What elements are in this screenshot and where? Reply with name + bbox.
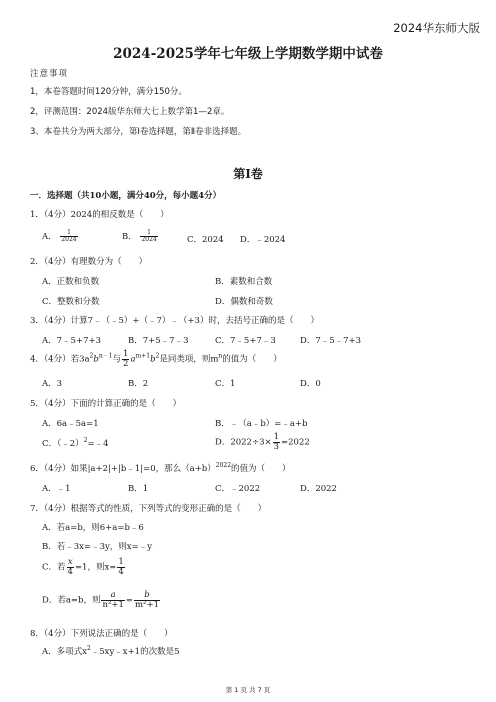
question-3-stem: 3．（4分）计算7﹣（﹣5）+（﹣7）﹣（+3）时，去括号正确的是（ ）	[30, 316, 319, 326]
q7-option-b: B．若﹣3x=﹣3y，则x=﹣y	[42, 542, 152, 552]
q3-option-c: C．7﹣5+7﹣3	[215, 336, 276, 346]
q7-option-a: A．若a=b，则6+a=b﹣6	[42, 523, 144, 533]
q3-option-b: B．7+5﹣7﹣3	[128, 336, 189, 346]
note-item: 1，本卷答题时间120分钟，满分150分。	[30, 87, 187, 97]
q4-option-d: D．0	[300, 379, 321, 389]
q2-option-c: C．整数和分数	[42, 297, 100, 307]
question-1-stem: 1．（4分）2024的相反数是（ ）	[30, 210, 169, 220]
volume-heading: 第Ⅰ卷	[233, 167, 263, 181]
q2-option-a: A．正数和负数	[42, 277, 100, 287]
q3-option-a: A．7﹣5+7+3	[42, 336, 102, 346]
q1-option-b: B． $\frac{1}{2024}$	[122, 229, 157, 243]
q6-option-b: B．1	[128, 484, 149, 494]
q5-option-c: C．（﹣2）$^2$=﹣4	[42, 437, 109, 449]
q8-option-a: A．多项式$x^2﹣5xy﹣x+1$的次数是5	[42, 645, 180, 657]
q4-option-a: A．3	[42, 379, 63, 389]
q7-option-d: D．若a=b，则 $\frac{a}{\text{n²+1}}$ = $\frac{b}{\text{m²+1}}$	[42, 590, 159, 610]
question-4-stem: 4．（4分）若$3a^2b^{n﹣1}$与 $\frac{1}{2}$ $a^{m+1}b^2$是同类项，则$m^n$的值为（ ）	[30, 349, 282, 369]
question-2-stem: 2．（4分）有理数分为（ ）	[30, 257, 148, 267]
q7-option-c: C．若 $\frac{x}{4}$ =1，则x= $\frac{1}{4}$	[42, 557, 124, 577]
section-heading: 一．选择题（共10小题，满分40分，每小题4分）	[30, 191, 222, 201]
q1-option-c: C．2024	[187, 235, 224, 245]
q1-option-d: D．﹣2024	[240, 235, 286, 245]
q4-option-b: B．2	[128, 379, 149, 389]
note-item: 3、本卷共分为两大部分，第Ⅰ卷选择题，第Ⅱ卷非选择题。	[30, 127, 247, 137]
question-7-stem: 7．（4分）根据等式的性质，下列等式的变形正确的是（ ）	[30, 504, 267, 514]
q5-option-a: A．6a﹣5a=1	[42, 419, 99, 429]
q4-option-c: C．1	[215, 379, 236, 389]
q6-option-d: D．2022	[300, 484, 337, 494]
q1-option-a: A． $\frac{1}{2024}$	[42, 229, 77, 243]
q2-option-d: D．偶数和奇数	[215, 297, 273, 307]
note-item: 2，评测范围：2024版华东师大七上数学第1—2章。	[30, 107, 230, 117]
question-6-stem: 6．（4分）如果|a+2|+|b﹣1|=0，那么$(a+b)^{2022}$的值为（ ）	[30, 462, 291, 474]
q6-option-c: C．﹣2022	[215, 484, 261, 494]
edition-label: 2024华东师大版	[393, 21, 480, 35]
q2-option-b: B．素数和合数	[215, 277, 273, 287]
q5-option-b: B．﹣（a﹣b）=﹣a+b	[215, 419, 308, 429]
q3-option-d: D．7﹣5﹣7+3	[300, 336, 362, 346]
q5-option-d: D．2022÷3× $\frac{1}{3}$ =2022	[215, 432, 310, 452]
q6-option-a: A．﹣1	[42, 484, 71, 494]
question-5-stem: 5．（4分）下面的计算正确的是（ ）	[30, 399, 182, 409]
exam-title: 2024-2025学年七年级上学期数学期中试卷	[113, 46, 383, 62]
notes-heading: 注意事项	[30, 69, 69, 79]
page-footer: 第 1 页 共 7 页	[225, 686, 271, 694]
question-8-stem: 8．（4分）下列说法正确的是（ ）	[30, 629, 173, 639]
